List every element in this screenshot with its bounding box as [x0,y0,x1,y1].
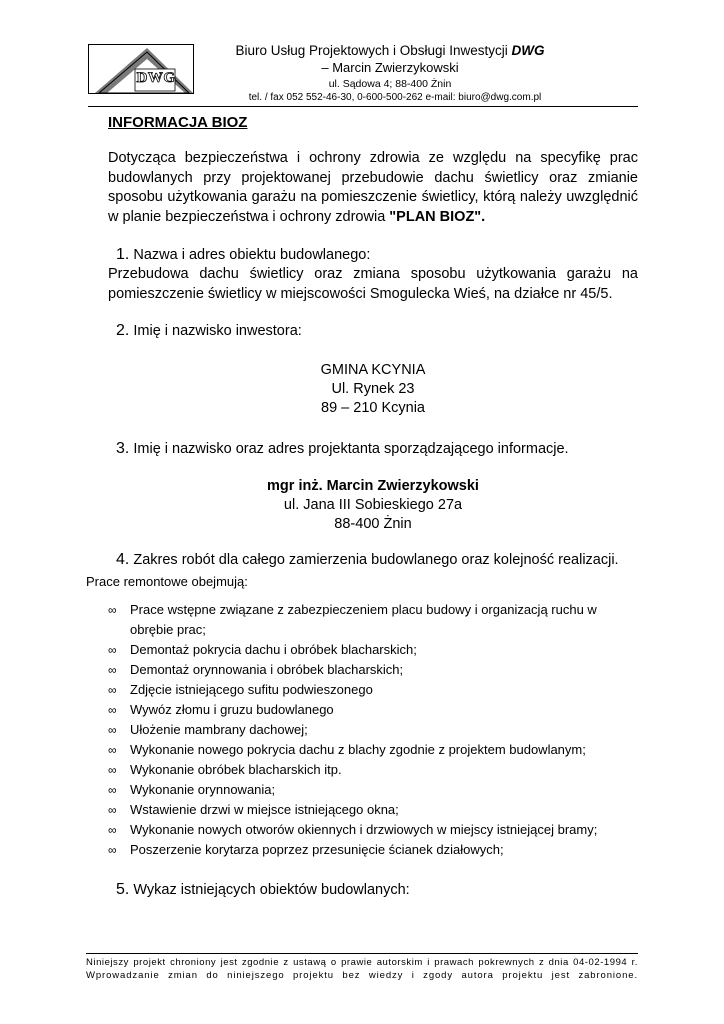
list-item: ∞ Wstawienie drzwi w miejsce istniejącego okna; [108,800,638,820]
infinity-bullet-icon: ∞ [108,683,117,697]
list-item: ∞ Demontaż orynnowania i obróbek blacharskich; [108,660,638,680]
infinity-bullet-icon: ∞ [108,743,117,757]
footer-notice: Wprowadzanie zmian do niniejszego projektu bez wiedzy i zgody autora projektu jest zabronione. [86,970,638,981]
infinity-bullet-icon: ∞ [108,663,117,677]
infinity-bullet-icon: ∞ [108,703,117,717]
investor-block [108,361,638,418]
list-item: ∞ Ułożenie mambrany dachowej; [108,720,638,740]
list-item: ∞ Poszerzenie korytarza poprzez przesunięcie ścianek działowych; [108,840,638,860]
list-item: ∞ Prace wstępne związane z zabezpieczeniem placu budowy i organizacją ruchu w obrębie prac; [108,602,597,637]
infinity-bullet-icon: ∞ [108,803,117,817]
footer-copyright: Niniejszy projekt chroniony jest zgodnie z ustawą o prawie autorskim i prawach pokrewnych z dnia 04-02-1994 r. [86,957,638,968]
company-owner: – Marcin Zwierzykowski [321,60,459,75]
investor-street: Ul. Rynek 23 [331,381,415,397]
infinity-bullet-icon: ∞ [108,843,117,857]
company-contact: tel. / fax 052 552-46-30, 0-600-500-262 e-mail: biuro@dwg.com.pl [248,92,542,103]
investor-city: 89 – 210 Kcynia [321,400,425,416]
list-item: ∞ Demontaż pokrycia dachu i obróbek blacharskich; [108,640,638,660]
document-title: INFORMACJA BIOZ [108,114,248,131]
company-name: Biuro Usług Projektowych i Obsługi Inwestycji DWG [235,43,545,58]
infinity-bullet-icon: ∞ [108,783,117,797]
infinity-bullet-icon: ∞ [108,723,117,737]
designer-block [108,477,638,534]
logo-text: DWG [136,70,176,86]
company-brand: DWG [511,43,545,58]
header-divider [88,106,638,107]
designer-city: 88-400 Żnin [334,516,412,532]
infinity-bullet-icon: ∞ [108,603,117,617]
section-2-heading: 2. Imię i nazwisko inwestora: [116,322,302,339]
works-label: Prace remontowe obejmują: [86,574,248,589]
list-item: ∞ Wywóz złomu i gruzu budowlanego [108,700,638,720]
section-1-body: Przebudowa dachu świetlicy oraz zmiana sposobu użytkowania garażu na pomieszczenie świetlicy w miejscowości Smogulecka Wieś, na działce nr 45/5. [108,266,638,302]
section-3-heading: 3. Imię i nazwisko oraz adres projektanta sporządzającego informacje. [116,440,569,457]
list-item: ∞ Wykonanie obróbek blacharskich itp. [108,760,638,780]
intro-paragraph: Dotycząca bezpieczeństwa i ochrony zdrowia ze względu na specyfikę prac budowlanych przy projektowanej przebudowie dachu świetlicy oraz zmianie sposobu użytkowania garażu na pomieszczenie świetlicy, którą należy uwzględnić w planie bezpieczeństwa i ochrony zdrowia "PLAN BIOZ". [108,150,638,225]
footer-divider [86,953,638,954]
works-list [108,600,638,860]
company-address: ul. Sądowa 4; 88-400 Żnin [328,78,452,90]
infinity-bullet-icon: ∞ [108,643,117,657]
company-logo [88,44,194,94]
list-item: ∞ Wykonanie orynnowania; [108,780,638,800]
section-1-heading: 1. Nazwa i adres obiektu budowlanego: [116,246,371,263]
section-5-heading: 5. Wykaz istniejących obiektów budowlanych: [116,881,410,898]
infinity-bullet-icon: ∞ [108,763,117,777]
list-item: ∞ Wykonanie nowych otworów okiennych i drzwiowych w miejscy istniejącej bramy; [108,820,638,840]
section-4-heading: 4. Zakres robót dla całego zamierzenia budowlanego oraz kolejność realizacji. [116,551,619,568]
plan-bioz-emphasis: "PLAN BIOZ". [389,208,486,225]
designer-name: mgr inż. Marcin Zwierzykowski [267,478,479,494]
designer-street: ul. Jana III Sobieskiego 27a [283,497,463,513]
list-item: ∞ Wykonanie nowego pokrycia dachu z blachy zgodnie z projektem budowlanym; [108,740,638,760]
list-item: ∞ Zdjęcie istniejącego sufitu podwieszonego [108,680,638,700]
infinity-bullet-icon: ∞ [108,823,117,837]
investor-name: GMINA KCYNIA [320,362,426,378]
